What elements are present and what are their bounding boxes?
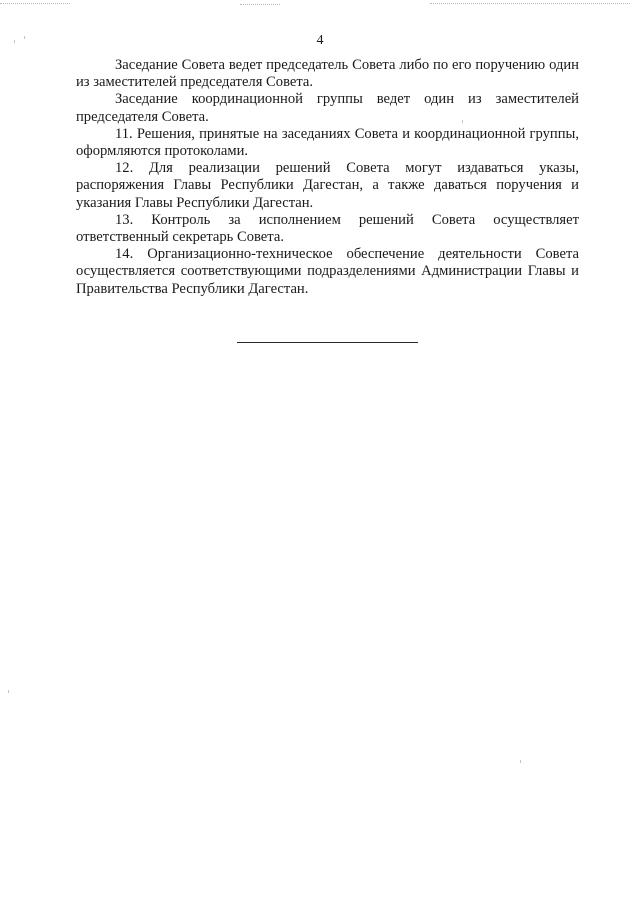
document-body [76,57,579,298]
paragraph-meeting-chair: Заседание Совета ведет председатель Совета либо по его поручению один из заместителей председателя Совета. [76,57,579,91]
scan-artifact-top-left [0,3,70,4]
end-of-document-divider [237,342,418,343]
paragraph-item-13: 13. Контроль за исполнением решений Совета осуществляет ответственный секретарь Совета. [76,211,579,246]
scan-artifact-left-dot [8,690,9,693]
scan-artifact-top-right [430,3,630,4]
page-number: 4 [316,33,324,48]
paragraph-item-12: 12. Для реализации решений Совета могут издаваться указы, распоряжения Главы Республики Дагестан, а также даваться поручения и указания Главы Республики Дагестан. [76,160,579,211]
paragraph-coordination-group-chair: Заседание координационной группы ведет один из заместителей председателя Совета. [76,91,579,125]
scan-artifact-top-mid [240,4,280,5]
paragraph-item-11: 11. Решения, принятые на заседаниях Совета и координационной группы, оформляются протоколами. [76,125,579,160]
scan-artifact-right-dot [520,760,521,763]
paragraph-item-14: 14. Организационно-техническое обеспечение деятельности Совета осуществляется соответствующими подразделениями Администрации Главы и Правительства Республики Дагестан. [76,246,579,297]
